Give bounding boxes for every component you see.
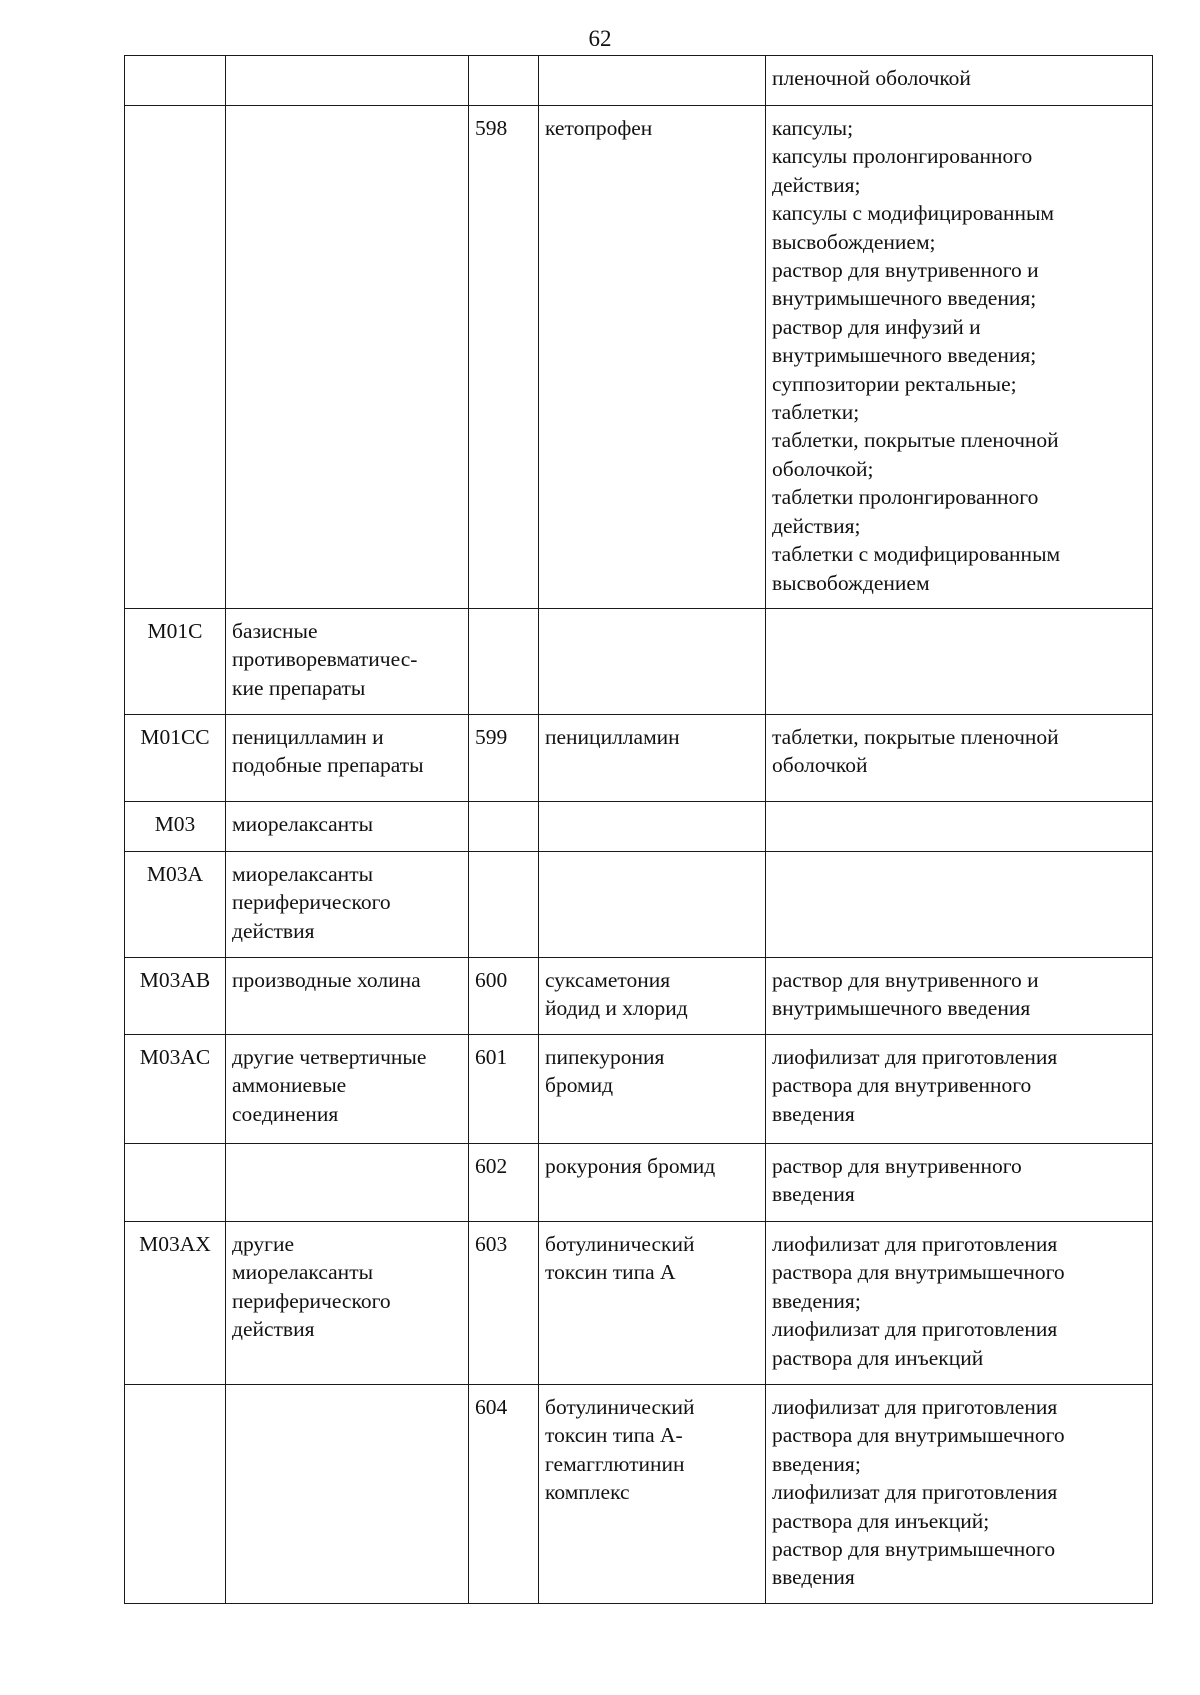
- atc-group-cell: [226, 958, 469, 1035]
- cell-text-line: токсин типа А-: [545, 1423, 683, 1448]
- cell-text: M01CC: [140, 725, 210, 749]
- atc-group-cell: [226, 106, 469, 609]
- cell-text-line: йодид и хлорид: [545, 996, 688, 1021]
- cell-text-line: таблетки;: [772, 400, 860, 425]
- atc-group-cell: [226, 1035, 469, 1144]
- cell-text: 601: [475, 1045, 508, 1069]
- cell-text: 599: [475, 725, 508, 749]
- item-number-cell: [469, 802, 539, 852]
- dosage-forms-cell: [766, 802, 1153, 852]
- cell-text-line: таблетки пролонгированного: [772, 485, 1039, 510]
- cell-text-line: пеницилламин: [545, 725, 680, 749]
- cell-text-line: лиофилизат для приготовления: [772, 1232, 1058, 1256]
- cell-text-line: действия;: [772, 513, 861, 538]
- cell-text-line: базисные: [232, 619, 318, 643]
- cell-text-line: ботулинический: [545, 1395, 695, 1419]
- atc-code-cell: [125, 802, 226, 852]
- item-number-cell: [469, 609, 539, 715]
- cell-text-line: высвобождением: [772, 570, 930, 595]
- cell-text-line: суксаметония: [545, 968, 671, 992]
- table-row: [125, 106, 1153, 609]
- cell-text-line: другие четвертичные: [232, 1045, 427, 1069]
- cell-text-line: раствора для внутримышечного: [772, 1260, 1065, 1285]
- cell-text-line: лиофилизат для приготовления: [772, 1317, 1058, 1342]
- cell-text-line: капсулы пролонгированного: [772, 144, 1033, 169]
- atc-code-cell: [125, 1144, 226, 1222]
- atc-code-cell: [125, 56, 226, 106]
- table-row: [125, 1222, 1153, 1385]
- cell-text-line: рокурония бромид: [545, 1154, 716, 1178]
- cell-text-line: периферического: [232, 1288, 391, 1313]
- cell-text-line: лиофилизат для приготовления: [772, 1045, 1058, 1069]
- table-row: [125, 1385, 1153, 1604]
- atc-group-cell: [226, 715, 469, 802]
- cell-text-line: лиофилизат для приготовления: [772, 1395, 1058, 1419]
- drug-name-cell: [539, 1144, 766, 1222]
- atc-code-cell: [125, 1385, 226, 1604]
- cell-text-line: внутримышечного введения;: [772, 286, 1037, 311]
- atc-code-cell: [125, 958, 226, 1035]
- cell-text-line: лиофилизат для приготовления: [772, 1480, 1058, 1505]
- cell-text-line: раствор для внутривенного: [772, 1154, 1022, 1178]
- dosage-forms-cell: [766, 56, 1153, 106]
- cell-text-line: внутримышечного введения: [772, 996, 1031, 1021]
- cell-text-line: подобные препараты: [232, 753, 424, 778]
- cell-text-line: раствора для инъекций;: [772, 1508, 990, 1533]
- item-number-cell: [469, 1385, 539, 1604]
- table-body: [125, 56, 1153, 1604]
- cell-text-line: ботулинический: [545, 1232, 695, 1256]
- cell-text-line: кетопрофен: [545, 116, 653, 140]
- cell-text: M03A: [146, 862, 204, 886]
- item-number-cell: [469, 56, 539, 106]
- atc-group-cell: [226, 802, 469, 852]
- page-number: 62: [588, 26, 612, 51]
- table-row: [125, 56, 1153, 106]
- cell-text: 600: [475, 968, 508, 992]
- cell-text-line: таблетки с модифицированным: [772, 542, 1061, 567]
- atc-code-cell: [125, 1222, 226, 1385]
- drug-name-cell: [539, 802, 766, 852]
- cell-text-line: бромид: [545, 1073, 614, 1098]
- cell-text: M01C: [147, 619, 203, 643]
- drug-name-cell: [539, 609, 766, 715]
- table-row: [125, 852, 1153, 958]
- dosage-forms-cell: [766, 1385, 1153, 1604]
- table-row: [125, 609, 1153, 715]
- cell-text-line: действия: [232, 1317, 315, 1342]
- drug-name-cell: [539, 106, 766, 609]
- cell-text-line: таблетки, покрытые пленочной: [772, 725, 1059, 749]
- atc-group-cell: [226, 852, 469, 958]
- dosage-forms-cell: [766, 1035, 1153, 1144]
- drug-name-cell: [539, 715, 766, 802]
- cell-text-line: токсин типа А: [545, 1260, 676, 1285]
- cell-text-line: аммониевые: [232, 1073, 347, 1098]
- cell-text-line: действия: [232, 918, 315, 943]
- cell-text-line: введения: [772, 1565, 855, 1590]
- cell-text: M03: [154, 812, 196, 836]
- cell-text-line: кие препараты: [232, 675, 366, 700]
- atc-code-cell: [125, 106, 226, 609]
- atc-group-cell: [226, 56, 469, 106]
- cell-text-line: раствор для внутримышечного: [772, 1537, 1056, 1562]
- atc-code-cell: [125, 852, 226, 958]
- item-number-cell: [469, 958, 539, 1035]
- atc-group-cell: [226, 1222, 469, 1385]
- cell-text-line: миорелаксанты: [232, 1260, 374, 1285]
- cell-text-line: внутримышечного введения;: [772, 343, 1037, 368]
- item-number-cell: [469, 715, 539, 802]
- cell-text: 604: [475, 1395, 508, 1419]
- drug-name-cell: [539, 852, 766, 958]
- cell-text-line: капсулы с модифицированным: [772, 201, 1055, 226]
- drug-table: [124, 55, 1153, 1604]
- atc-group-cell: [226, 1385, 469, 1604]
- atc-group-cell: [226, 609, 469, 715]
- cell-text-line: гемагглютинин: [545, 1451, 685, 1476]
- cell-text-line: раствора для внутримышечного: [772, 1423, 1065, 1448]
- drug-name-cell: [539, 1222, 766, 1385]
- cell-text-line: высвобождением;: [772, 229, 936, 254]
- cell-text-line: введения;: [772, 1451, 861, 1476]
- atc-code-cell: [125, 609, 226, 715]
- table-row: [125, 715, 1153, 802]
- cell-text-line: раствор для инфузий и: [772, 314, 981, 339]
- cell-text-line: другие: [232, 1232, 295, 1256]
- atc-code-cell: [125, 1035, 226, 1144]
- cell-text: 598: [475, 116, 508, 140]
- cell-text-line: пленочной оболочкой: [772, 66, 971, 90]
- cell-text-line: миорелаксанты: [232, 862, 374, 886]
- dosage-forms-cell: [766, 609, 1153, 715]
- drug-name-cell: [539, 958, 766, 1035]
- table-row: [125, 958, 1153, 1035]
- drug-name-cell: [539, 56, 766, 106]
- dosage-forms-cell: [766, 1222, 1153, 1385]
- item-number-cell: [469, 852, 539, 958]
- dosage-forms-cell: [766, 1144, 1153, 1222]
- drug-name-cell: [539, 1035, 766, 1144]
- cell-text-line: введения: [772, 1182, 855, 1207]
- item-number-cell: [469, 1035, 539, 1144]
- cell-text: M03AB: [139, 968, 211, 992]
- cell-text: M03AX: [139, 1232, 211, 1256]
- cell-text-line: действия;: [772, 172, 861, 197]
- dosage-forms-cell: [766, 958, 1153, 1035]
- cell-text-line: производные холина: [232, 968, 421, 992]
- cell-text-line: миорелаксанты: [232, 812, 374, 836]
- cell-text-line: введения: [772, 1101, 855, 1126]
- cell-text: 603: [475, 1232, 508, 1256]
- item-number-cell: [469, 1222, 539, 1385]
- table-row: [125, 802, 1153, 852]
- cell-text-line: оболочкой: [772, 753, 868, 778]
- atc-code-cell: [125, 715, 226, 802]
- cell-text-line: таблетки, покрытые пленочной: [772, 428, 1059, 453]
- cell-text-line: пеницилламин и: [232, 725, 384, 749]
- cell-text-line: комплекс: [545, 1480, 630, 1505]
- cell-text-line: введения;: [772, 1288, 861, 1313]
- cell-text-line: раствора для внутривенного: [772, 1073, 1032, 1098]
- cell-text-line: соединения: [232, 1101, 339, 1126]
- cell-text-line: оболочкой;: [772, 456, 874, 481]
- cell-text: 602: [475, 1154, 508, 1178]
- dosage-forms-cell: [766, 715, 1153, 802]
- cell-text-line: суппозитории ректальные;: [772, 371, 1017, 396]
- cell-text-line: раствора для инъекций: [772, 1345, 984, 1370]
- item-number-cell: [469, 106, 539, 609]
- cell-text-line: пипекурония: [545, 1045, 665, 1069]
- cell-text-line: раствор для внутривенного и: [772, 968, 1039, 992]
- cell-text-line: периферического: [232, 890, 391, 915]
- item-number-cell: [469, 1144, 539, 1222]
- dosage-forms-cell: [766, 106, 1153, 609]
- cell-text-line: раствор для внутривенного и: [772, 258, 1039, 283]
- drug-name-cell: [539, 1385, 766, 1604]
- dosage-forms-cell: [766, 852, 1153, 958]
- cell-text-line: противоревматичес-: [232, 647, 418, 672]
- cell-text-line: капсулы;: [772, 116, 854, 140]
- table-row: [125, 1144, 1153, 1222]
- atc-group-cell: [226, 1144, 469, 1222]
- cell-text: M03AC: [139, 1045, 211, 1069]
- table-row: [125, 1035, 1153, 1144]
